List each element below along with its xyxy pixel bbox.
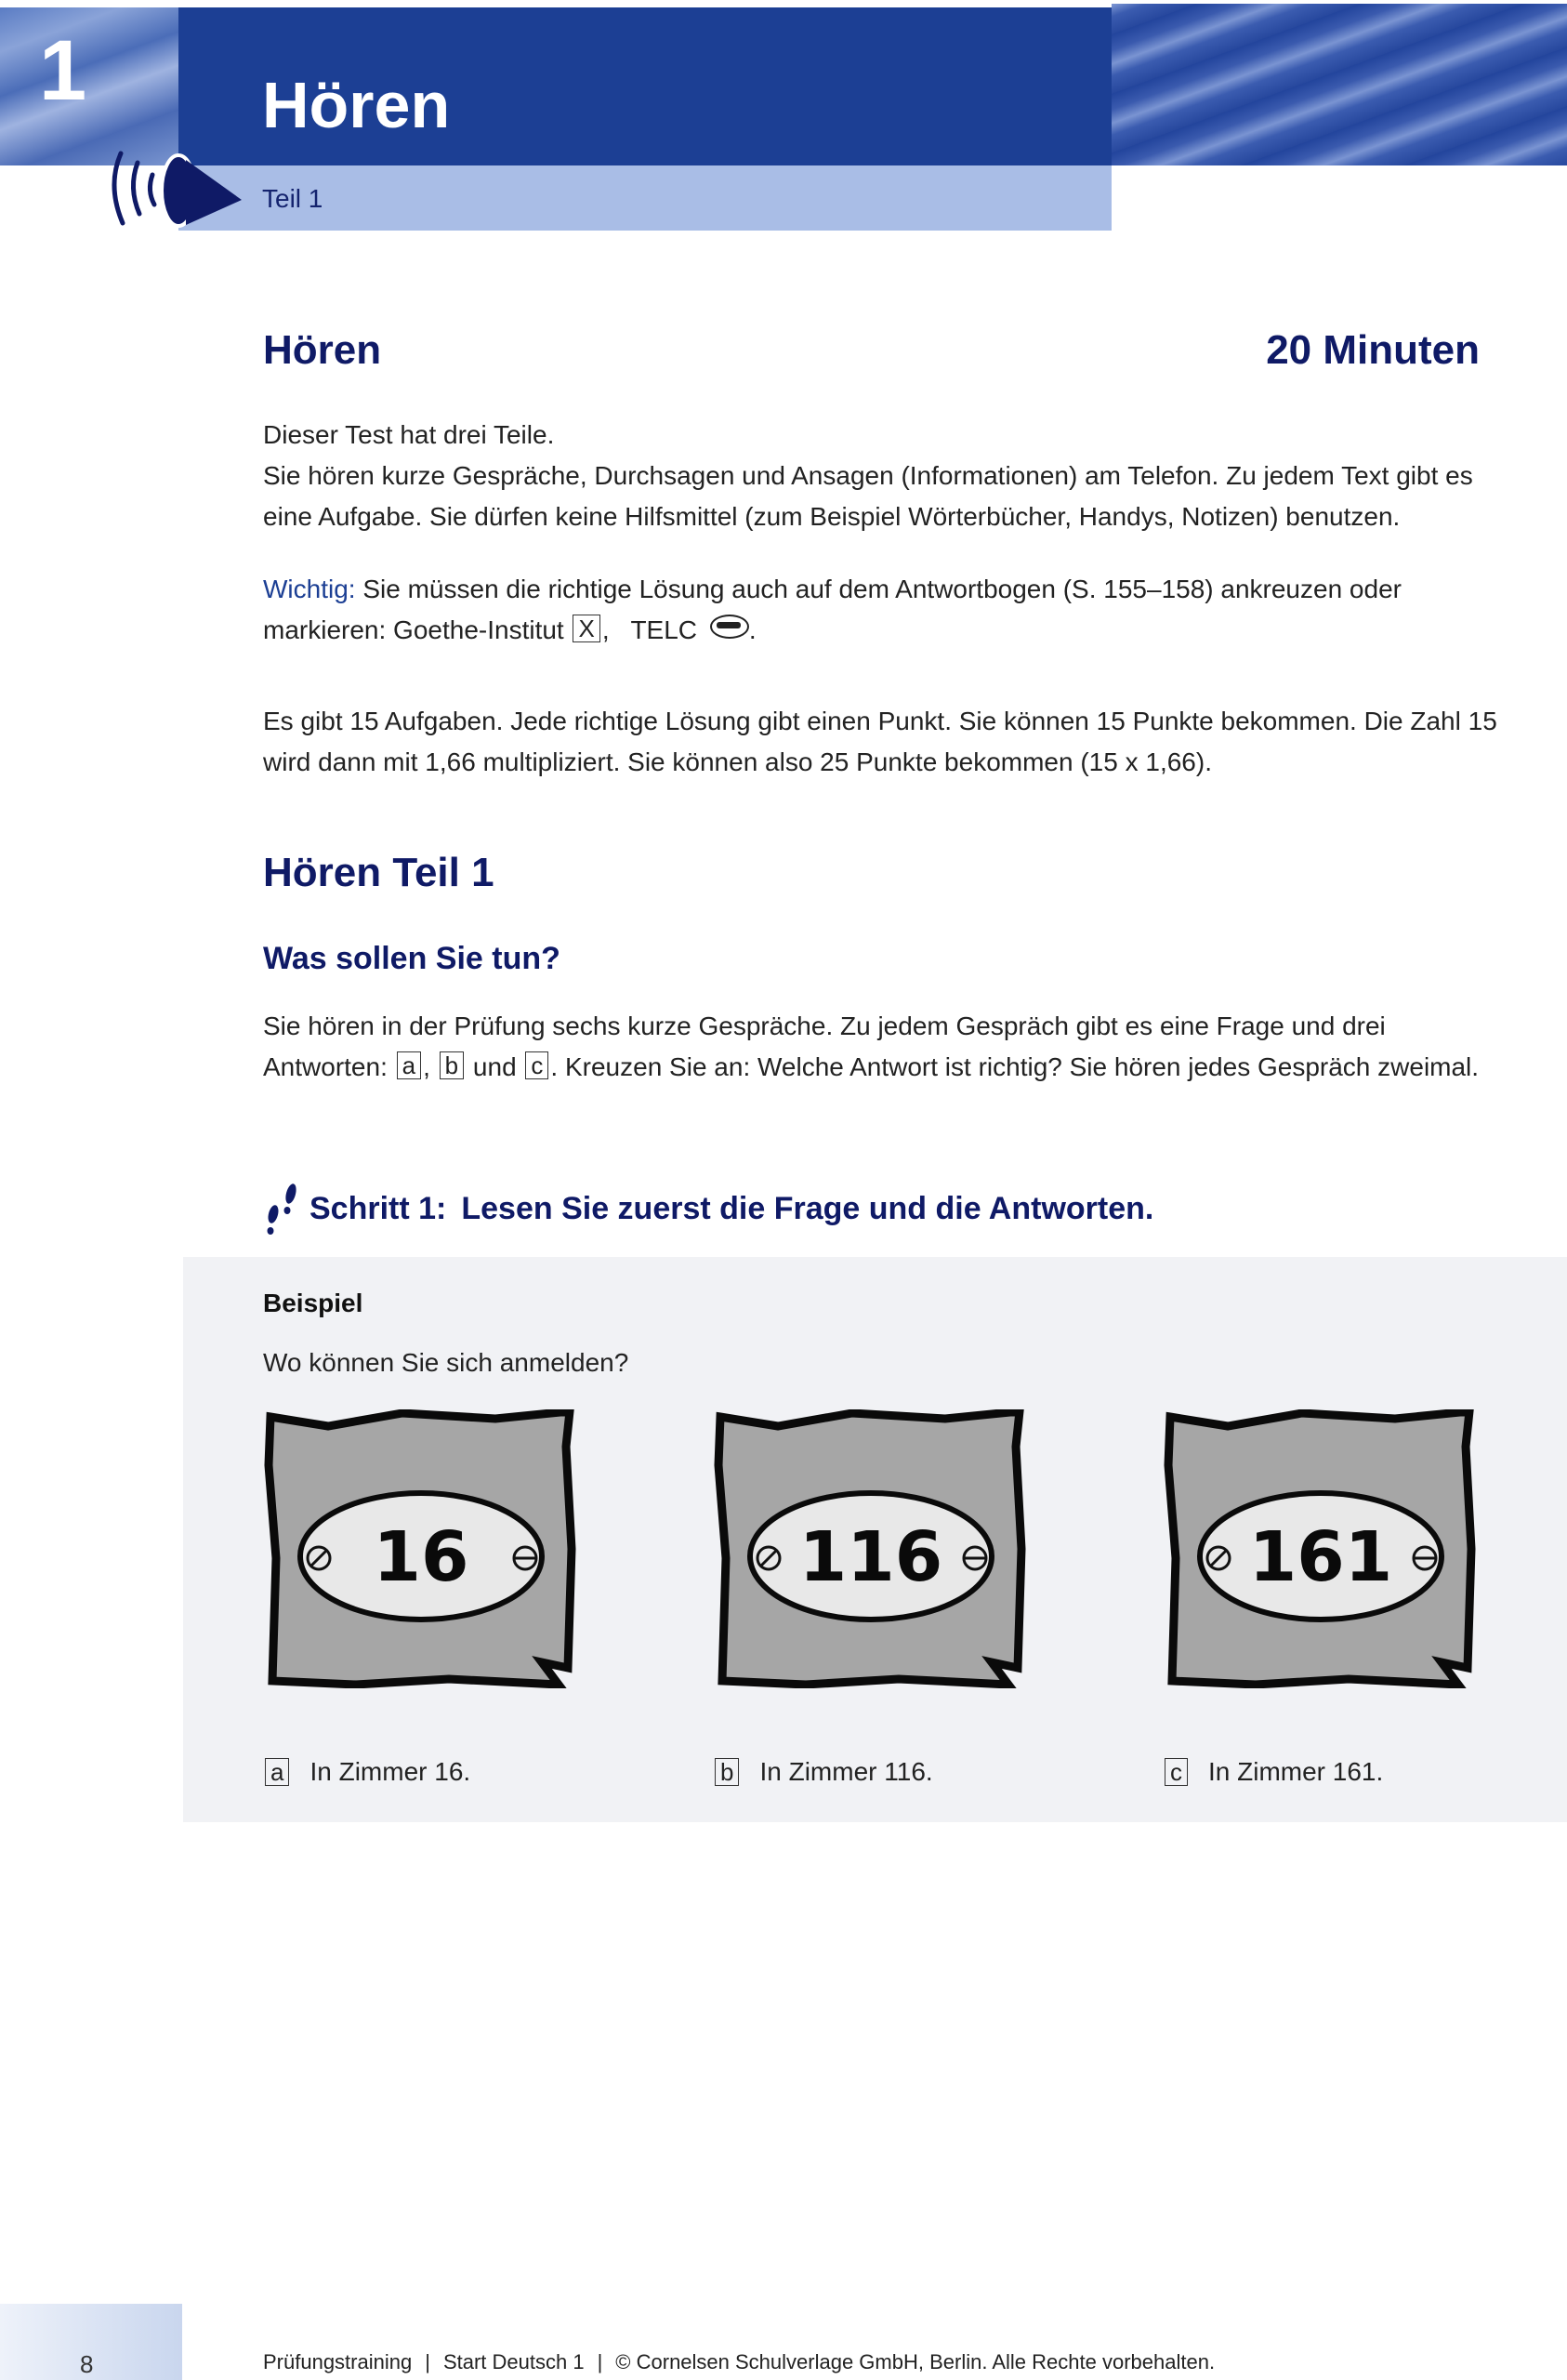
box-c: c [525, 1051, 548, 1079]
answer-checkbox-b[interactable]: b [715, 1758, 739, 1786]
important-label: Wichtig: [263, 575, 356, 603]
door-sign-card-b [713, 1409, 1029, 1688]
door-sign-card-a [263, 1409, 579, 1688]
header-texture-right [1112, 4, 1567, 165]
footer-series: Prüfungstraining [263, 2350, 413, 2373]
answer-option-a[interactable] [263, 1757, 470, 1787]
answer-option-b[interactable] [713, 1757, 933, 1787]
instruction-end: . Kreuzen Sie an: Welche Antwort ist richtig? Sie hören jedes Gespräch zweimal. [550, 1052, 1480, 1081]
footer-separator: | [425, 2350, 430, 2373]
plate-number-c: 161 [1248, 1517, 1393, 1597]
door-sign-image-c [1163, 1409, 1479, 1688]
important-note: Wichtig: Sie müssen die richtige Lösung auch auf dem Antwortbogen (S. 155–158) ankreuzen oder markieren: Goethe-Institut X , TELC . [263, 575, 1402, 644]
part-title: Hören Teil 1 [263, 850, 494, 895]
plate-number-b: 116 [798, 1517, 943, 1597]
door-sign-image-b [713, 1409, 1029, 1688]
question-heading: Was sollen Sie tun? [263, 941, 560, 976]
und-word: und [472, 1052, 517, 1081]
intro-line-1: Dieser Test hat drei Teile. [263, 420, 555, 449]
door-sign-image-a [263, 1409, 579, 1688]
instruction-start: Sie hören in der Prüfung sechs kurze Gespräche. Zu jedem Gespräch gibt es eine Frage und drei Antworten: [263, 1012, 1386, 1081]
footer-separator: | [597, 2350, 603, 2373]
telc-oval-icon [710, 615, 749, 639]
telc-label: TELC [630, 615, 698, 644]
intro-text [263, 415, 1499, 537]
example-question: Wo können Sie sich anmelden? [263, 1348, 629, 1377]
intro-line-2: Sie hören kurze Gespräche, Durchsagen und Ansagen (Informationen) am Telefon. Zu jedem Text gibt es eine Aufgabe. Sie dürfen keine Hilfsmittel (zum Beispiel Wörterbücher, Handys, Notizen) benutzen. [263, 461, 1473, 531]
step-heading [263, 1181, 1153, 1236]
page-number: 8 [80, 2350, 94, 2378]
step-label: Schritt 1: [309, 1190, 447, 1226]
header-title: Hören [262, 69, 451, 141]
footer-copyright: © Cornelsen Schulverlage GmbH, Berlin. Alle Rechte vorbehalten. [615, 2350, 1216, 2373]
speaker-icon [102, 139, 242, 232]
part-instructions: Sie hören in der Prüfung sechs kurze Gespräche. Zu jedem Gespräch gibt es eine Frage und drei Antworten: a , b und c . Kreuzen Sie an: Welche Antwort ist richtig? Sie hören jedes Gespräch zweimal. [263, 1012, 1480, 1081]
door-sign-card-c [1163, 1409, 1479, 1688]
footer-book: Start Deutsch 1 [442, 2350, 585, 2373]
header-subtitle: Teil 1 [262, 184, 323, 213]
example-title: Beispiel [263, 1289, 363, 1317]
answer-option-c[interactable] [1163, 1757, 1383, 1787]
section-title: Hören [263, 327, 382, 373]
example-panel [183, 1257, 1567, 1822]
footsteps-icon [263, 1181, 300, 1236]
answer-checkbox-c[interactable]: c [1165, 1758, 1188, 1786]
answer-checkbox-a[interactable]: a [265, 1758, 289, 1786]
scoring-text: Es gibt 15 Aufgaben. Jede richtige Lösung gibt einen Punkt. Sie können 15 Punkte bekommen. Die Zahl 15 wird dann mit 1,66 multipliziert. Sie können also 25 Punkte bekommen (15 x 1,66). [263, 707, 1497, 776]
box-a: a [397, 1051, 421, 1079]
chapter-number: 1 [39, 23, 87, 118]
goethe-checkbox-sample: X [573, 615, 599, 642]
answer-text-c: In Zimmer 161. [1208, 1757, 1384, 1786]
footer [263, 2350, 1215, 2374]
step-text: Lesen Sie zuerst die Frage und die Antworten. [461, 1190, 1154, 1226]
important-text: Sie müssen die richtige Lösung auch auf dem Antwortbogen (S. 155–158) ankreuzen oder markieren: Goethe-Institut [263, 575, 1402, 644]
answer-text-b: In Zimmer 116. [759, 1757, 933, 1786]
section-duration: 20 Minuten [1266, 327, 1480, 373]
plate-number-a: 16 [373, 1517, 469, 1597]
box-b: b [440, 1051, 464, 1079]
answer-text-a: In Zimmer 16. [309, 1757, 471, 1786]
